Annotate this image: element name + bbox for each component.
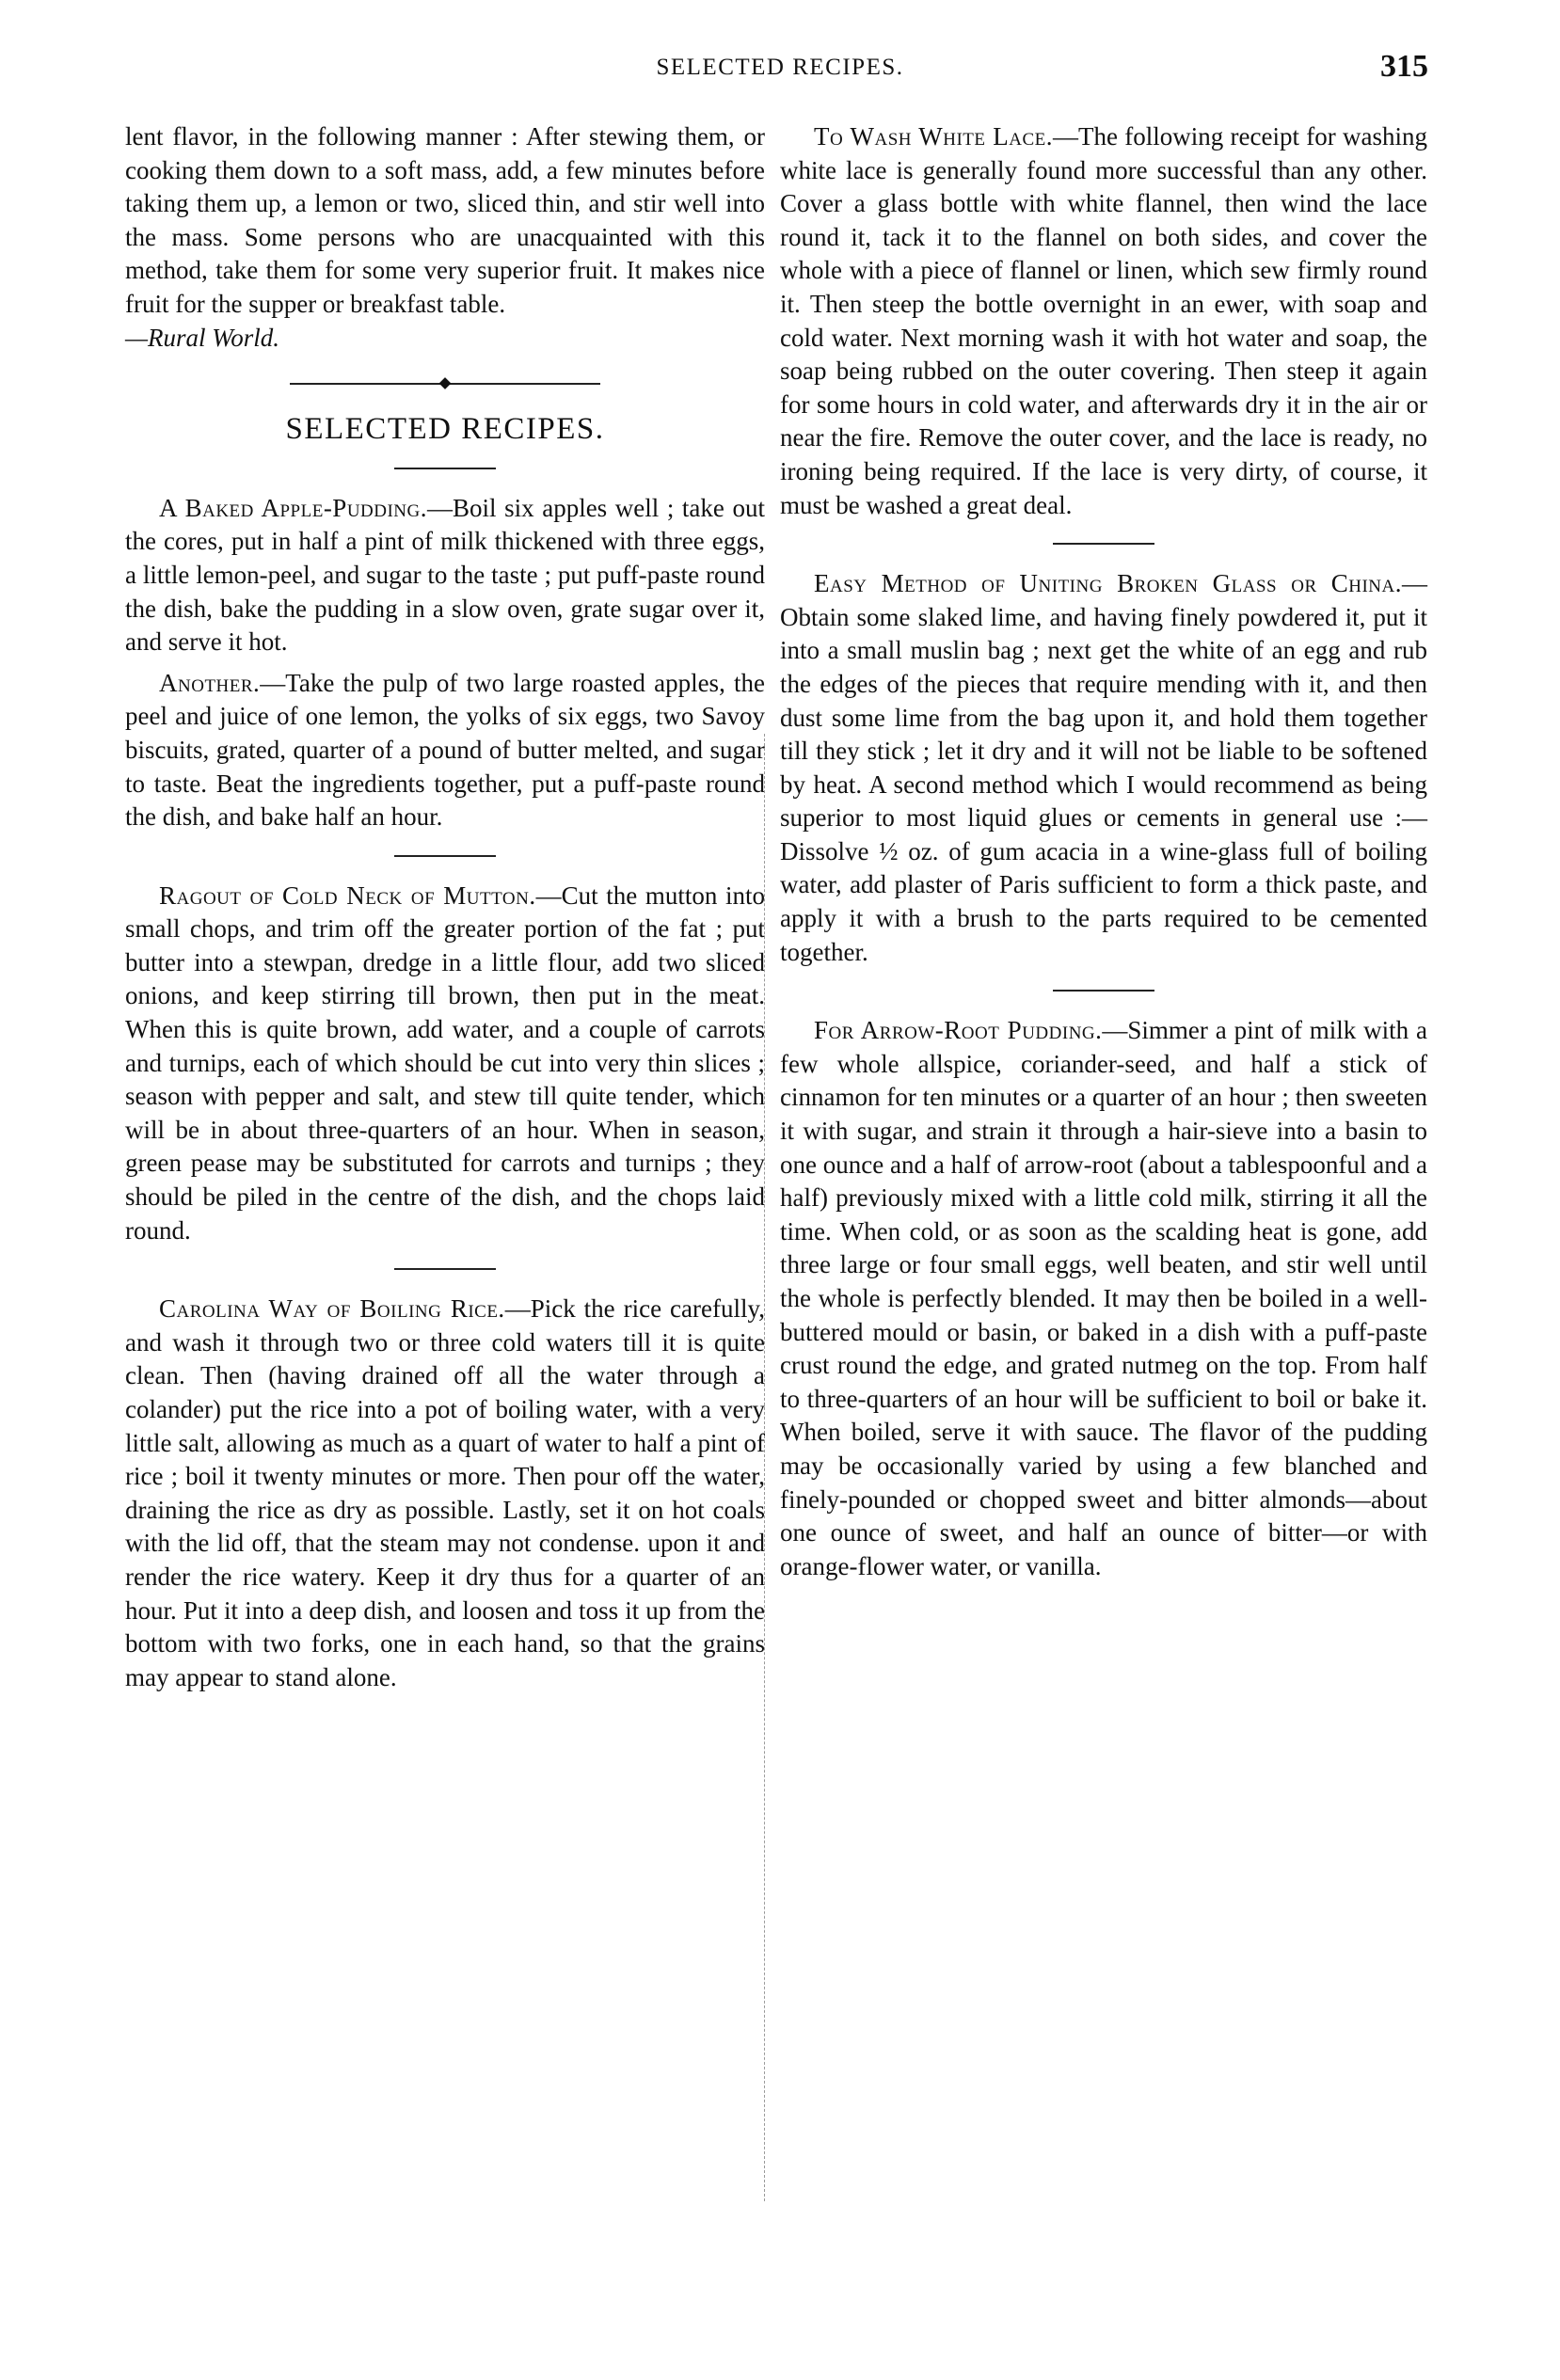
recipe-arrow-root-pudding <box>780 1014 1427 1583</box>
divider <box>394 468 496 469</box>
recipe-title: A Baked Apple-Pudding. <box>159 493 428 522</box>
intro-source: —Rural World. <box>125 323 280 352</box>
recipe-body: —The following receipt for washing white lace is generally found more successful than any other. Cover a glass bottle with white flannel, then wind the lace round it, tack it to the flannel on both sides, and cover the whole with a piece of flannel or linen, which sew firmly round it. Then steep the bottle overnight in an ewer, with soap and cold water. Next morning wash it with hot water and soap, the soap being rubbed on the outer covering. Then steep it again for some hours in cold water, and afterwards dry it in the air or near the fire. Remove the outer cover, and the lace is ready, no ironing being required. If the lace is very dirty, of course, it must be washed a great deal. <box>780 122 1428 519</box>
recipe-title: Ragout of Cold Neck of Mutton. <box>159 881 536 910</box>
recipe-body: —Pick the rice carefully, and wash it through two or three cold waters till it is quite clean. Then (having drained off all the water through a colander) put the rice into a pot of boiling water, with a very little salt, allowing as much as a quart of water to half a pint of rice ; boil it twenty minutes or more. Then pour off the water, draining the rice as dry as possible. Lastly, set it on hot coals with the lid off, that the steam may not condense. upon it and render the rice watery. Keep it dry thus for a quarter of an hour. Put it into a deep dish, and loosen and toss it up from the bottom with two forks, one in each hand, so that the grains may appear to stand alone. <box>125 1294 765 1691</box>
recipe-uniting-glass <box>780 567 1427 969</box>
recipe-ragout-mutton <box>125 880 765 1248</box>
column-separator <box>764 734 765 2201</box>
recipe-title: To Wash White Lace. <box>814 122 1054 151</box>
recipe-baked-apple-pudding <box>125 492 765 659</box>
divider <box>1053 543 1154 545</box>
divider <box>394 1268 496 1270</box>
section-title: SELECTED RECIPES. <box>285 412 605 447</box>
recipe-title: For Arrow-Root Pudding. <box>814 1016 1103 1045</box>
diamond-ornament-icon <box>439 377 452 389</box>
recipe-title: Another. <box>159 668 261 697</box>
page-number: 315 <box>1380 49 1428 84</box>
divider <box>1053 990 1154 992</box>
left-column <box>125 120 765 1694</box>
recipe-carolina-rice <box>125 1293 765 1694</box>
running-title: SELECTED RECIPES. <box>656 55 904 80</box>
recipe-body: —Obtain some slaked lime, and having finely powdered it, put it into a small muslin bag ; next get the white of an egg and rub the edges of the pieces that require mending with it, and then dust some lime from the bag upon it, and hold them together till they stick ; let it dry and it will not be liable to be softened by heat. A second method which I would recommend as being superior to most liquid glues or cements in general use :—Dissolve ½ oz. of gum acacia in a wine-glass full of boiling water, add plaster of Paris sufficient to form a thick paste, and apply it with a brush to the parts required to be cemented together. <box>780 569 1427 966</box>
recipe-title: Easy Method of Uniting Broken Glass or China. <box>814 569 1402 598</box>
recipe-wash-white-lace <box>780 120 1427 522</box>
intro-paragraph <box>125 120 765 355</box>
ornamental-divider <box>290 383 600 385</box>
right-column <box>780 120 1427 1583</box>
recipe-title: Carolina Way of Boiling Rice. <box>159 1294 505 1324</box>
recipe-body: —Simmer a pint of milk with a few whole allspice, coriander-seed, and half a stick of cinnamon for ten minutes or a quarter of an hour ; then sweeten it with sugar, and strain it through a hair-sieve into a basin to one ounce and a half of arrow-root (about a tablespoonful and a half) previously mixed with a little cold milk, stirring it all the time. When cold, or as soon as the scalding heat is gone, add three large or four small eggs, well beaten, and stir well until the whole is perfectly blended. It may then be boiled in a well-buttered mould or basin, or baked in a dish with a puff-paste crust round the edge, and grated nutmeg on the top. From half to three-quarters of an hour will be sufficient to boil or bake it. When boiled, serve it with sauce. The flavor of the pudding may be occasionally varied by using a few blanched and finely-pounded or chopped sweet and bitter almonds—about one ounce of sweet, and half an ounce of bitter—or with orange-flower water, or vanilla. <box>780 1016 1427 1580</box>
running-header <box>0 49 1560 90</box>
recipe-body: —Cut the mutton into small chops, and trim off the greater portion of the fat ; put butter into a stewpan, dredge in a little flour, add two sliced onions, and keep stirring till brown, then put in the meat. When this is quite brown, add water, and a couple of carrots and turnips, each of which should be cut into very thin slices ; season with pepper and salt, and stew till quite tender, which will be in about three-quarters of an hour. When in season, green pease may be substituted for carrots and turnips ; they should be piled in the centre of the dish, and the chops laid round. <box>125 881 765 1245</box>
recipe-another <box>125 667 765 834</box>
recipe-body: —Boil six apples well ; take out the cores, put in half a pint of milk thickened with three eggs, a little lemon-peel, and sugar to the taste ; put puff-paste round the dish, bake the pudding in a slow oven, grate sugar over it, and serve it hot. <box>125 493 765 657</box>
intro-text: lent flavor, in the following manner : After stewing them, or cooking them down to a soft mass, add, a few minutes before taking them up, a lemon or two, sliced thin, and stir well into the mass. Some persons who are unacquainted with this method, take them for some very superior fruit. It makes nice fruit for the supper or breakfast table. <box>125 122 765 318</box>
recipe-body: —Take the pulp of two large roasted apples, the peel and juice of one lemon, the yolks of six eggs, two Savoy biscuits, grated, quarter of a pound of butter melted, and sugar to taste. Beat the ingredients together, put a puff-paste round the dish, and bake half an hour. <box>125 668 765 832</box>
divider <box>394 855 496 857</box>
